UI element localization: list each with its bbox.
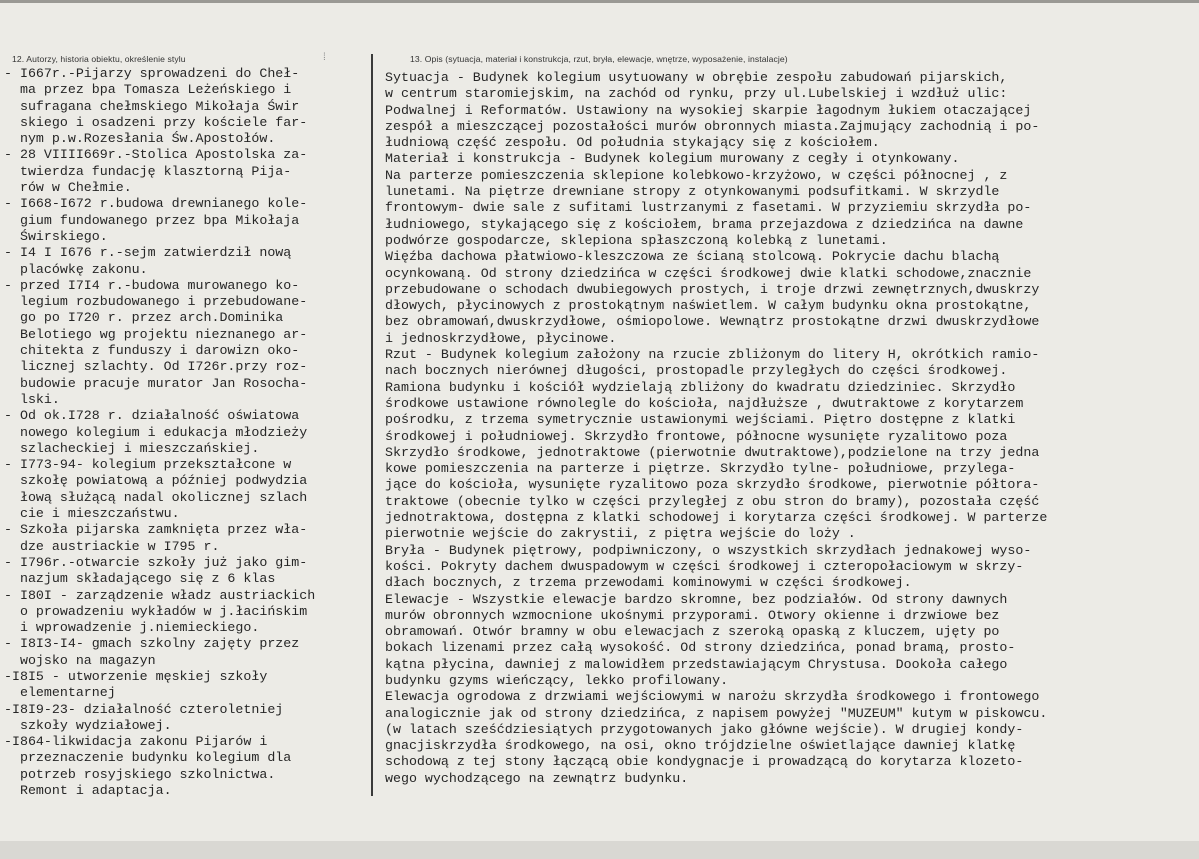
history-line: cie i mieszczaństwu. [4, 506, 180, 522]
history-line: gium fundowanego przez bpa Mikołaja [4, 212, 300, 228]
description-line: wego wychodzącego na zewnątrz budynku. [385, 770, 689, 786]
description-line: Więźba dachowa płatwiowo-kleszczowa ze ścianą stolcową. Pokrycie dachu blachą [385, 249, 1000, 265]
history-line: go po I720 r. przez arch.Dominika [4, 310, 284, 326]
description-line: w centrum staromiejskim, na zachód od rynku, przy ul.Lubelskiej i wzdłuż ulic: [385, 86, 1008, 102]
description-line: pierwotnie wejście do zakrystii, z piętra wejście do loży . [385, 526, 856, 542]
section-13-heading: 13. Opis (sytuacja, materiał i konstrukcja, rzut, bryła, elewacje, wnętrze, wyposażenie, instalacje) [410, 54, 788, 64]
description-line: kości. Pokryty dachem dwuspadowym w części środkowej i czteropołaciowym w skrzy- [385, 558, 1024, 574]
history-line: -I864-likwidacja zakonu Pijarów i [4, 734, 268, 750]
history-line: łową służącą nadal okolicznej szlach [4, 489, 308, 505]
description-column [385, 70, 1047, 787]
history-line: szkołę powiatową a później podwydzia [4, 473, 308, 489]
history-line: - I8I3-I4- gmach szkolny zajęty przez [4, 636, 300, 652]
description-line: jące do kościoła, wysunięte ryzalitowo poza skrzydło środkowe, pierwotnie półtora- [385, 477, 1040, 493]
description-line: gnacjiskrzydła środkowego, na osi, okno trójdzielne oświetlające dawniej klatkę [385, 738, 1016, 754]
description-line: Sytuacja - Budynek kolegium usytuowany w obrębie zespołu zabudowań pijarskich, [385, 70, 1008, 85]
description-line: dłowych, płycinowych z prostokątnym naświetlem. W całym budynku okna prostokątne, [385, 298, 1032, 314]
history-line: - I773-94- kolegium przekształcone w [4, 457, 292, 473]
description-line: kowe pomieszczenia na parterze i piętrze. Skrzydło tylne- południowe, przylega- [385, 461, 1016, 477]
description-line: lunetami. Na piętrze drewniane stropy z otynkowanymi podsufitkami. W skrzydle [385, 184, 1000, 200]
description-line: traktowe (obecnie tylko w części przyległej z obu stron do bramy), pozostała część [385, 493, 1040, 509]
history-line: ma przez bpa Tomasza Leżeńskiego i [4, 82, 292, 98]
description-line: Na parterze pomieszczenia sklepione kolebkowo-krzyżowo, w części północnej , z [385, 167, 1008, 183]
history-line: legium rozbudowanego i przebudowane- [4, 294, 308, 310]
description-line: frontowym- dwie sale z sufitami lustrzanymi z fasetami. W przyziemiu skrzydła po- [385, 200, 1032, 216]
history-line: - I667r.-Pijarzy sprowadzeni do Cheł- [4, 66, 300, 81]
history-line: elementarnej [4, 685, 116, 701]
description-line: analogicznie jak od strony dziedzińca, z napisem powyżej "MUZEUM" kutym w piskowcu. [385, 705, 1048, 721]
page-top-edge [0, 0, 1199, 3]
history-line: sufragana chełmskiego Mikołaja Świr [4, 98, 300, 114]
history-line: szkoły wydziałowej. [4, 717, 172, 733]
description-line: bez obramowań,dwuskrzydłowe, ośmiopolowe. Wewnątrz prostokątne drzwi dwuskrzydłowe [385, 314, 1040, 330]
description-line: nach bocznych nierównej długości, prostopadle przyległych do części środkowej. [385, 363, 1008, 379]
description-line: Rzut - Budynek kolegium założony na rzucie zbliżonym do litery H, okrótkich ramio- [385, 347, 1040, 363]
description-line: kątna płycina, dawniej z malowidłem przedstawiającym Chrystusa. Dookoła całego [385, 656, 1008, 672]
column-divider [371, 54, 373, 796]
history-line: Świrskiego. [4, 228, 108, 244]
description-line: Skrzydło środkowe, jednotraktowe (pierwotnie dwutraktowe),podzielone na trzy jedna [385, 444, 1040, 460]
history-line: lski. [4, 391, 60, 407]
history-line: budowie pracuje murator Jan Rosocha- [4, 375, 308, 391]
description-line: podwórze gospodarcze, sklepiona spłaszczoną kolebką z lunetami. [385, 232, 888, 248]
history-line: -I8I5 - utworzenie męskiej szkoły [4, 668, 268, 684]
history-line: - I80I - zarządzenie władz austriackich [4, 587, 316, 603]
history-line: nowego kolegium i edukacja młodzieży [4, 424, 308, 440]
description-line: Elewacje - Wszystkie elewacje bardzo skromne, bez podziałów. Od strony dawnych [385, 591, 1008, 607]
description-line: obramowań. Otwór bramny w obu elewacjach z szeroką opaską z kluczem, ujęty po [385, 624, 1000, 640]
history-line: - Szkoła pijarska zamknięta przez wła- [4, 522, 308, 538]
history-line: -I8I9-23- działalność czteroletniej [4, 701, 284, 717]
description-line: środkowe ustawione równolegle do kościoła, najdłuższe , dwutraktowe z korytarzem [385, 395, 1024, 411]
history-line: dze austriackie w I795 r. [4, 538, 220, 554]
section-12-heading: 12. Autorzy, historia obiektu, określenie stylu [12, 54, 186, 64]
description-line: dłach bocznych, z trzema przewodami kominowymi w części środkowej. [385, 575, 912, 591]
description-line: łudniowego, stykającego się z kościołem, brama przejazdowa z dziedzińca na dawne [385, 216, 1024, 232]
description-line: ocynkowaną. Od strony dziedzińca w części środkowej dwie klatki schodowe,znacznie [385, 265, 1032, 281]
history-line: Belotiego wg projektu nieznanego ar- [4, 326, 308, 342]
history-line: i wprowadzenie j.niemieckiego. [4, 620, 260, 636]
description-line: łudniową część zespołu. Od południa stykający się z kościołem. [385, 135, 880, 151]
history-line: skiego i osadzeni przy kościele far- [4, 114, 308, 130]
history-line: - przed I7I4 r.-budowa murowanego ko- [4, 277, 300, 293]
history-line: nazjum składającego się z 6 klas [4, 571, 276, 587]
description-line: Podwalnej i Reformatów. Ustawiony na wysokiej skarpie łagodnym łukiem otaczającej [385, 102, 1032, 118]
description-line: przebudowane o schodach dwubiegowych prostych, i troje drzwi zewnętrznych,dwuskrzy [385, 281, 1040, 297]
history-line: licznej szlachty. Od I726r.przy roz- [4, 359, 308, 375]
history-line: wojsko na magazyn [4, 652, 156, 668]
description-line: zespół a mieszczącej pozostałości murów obronnych miasta.Zajmujący zachodnią i po- [385, 118, 1040, 134]
description-line: murów obronnych wzmocnione ukośnymi przyporami. Otwory okienne i drzwiowe bez [385, 607, 1000, 623]
history-line: przeznaczenie budynku kolegium dla [4, 750, 292, 766]
description-line: Bryła - Budynek piętrowy, podpiwniczony, o wszystkich skrzydłach jednakowej wyso- [385, 542, 1032, 558]
history-line: szlacheckiej i mieszczańskiej. [4, 440, 260, 456]
history-line: Remont i adaptacja. [4, 783, 172, 799]
description-line: Materiał i konstrukcja - Budynek kolegium murowany z cegły i otynkowany. [385, 151, 960, 167]
description-line: (w latach sześćdziesiątych przygotowanych jako główne wejście). W drugiej kondy- [385, 721, 1024, 737]
description-line: Ramiona budynku i kościół wydzielają zbliżony do kwadratu dziedziniec. Skrzydło [385, 379, 1016, 395]
history-line: o prowadzeniu wykładów w j.łacińskim [4, 603, 308, 619]
history-line: rów w Chełmie. [4, 180, 132, 196]
description-line: schodową z tej stony łączącą obie kondygnacje i prowadzącą do korytarza klozeto- [385, 754, 1024, 770]
history-column [4, 66, 315, 799]
page-bottom-edge [0, 841, 1199, 859]
history-line: twierdza fundację klasztorną Pija- [4, 163, 292, 179]
description-line: bokach lizenami przez całą wysokość. Od strony dziedzińca, ponad bramą, prosto- [385, 640, 1016, 656]
description-line: jednotraktowa, dostępna z klatki schodowej i korytarza części środkowej. W parterze [385, 510, 1048, 526]
history-line: placówkę zakonu. [4, 261, 148, 277]
history-line: nym p.w.Rozesłania Św.Apostołów. [4, 131, 276, 147]
history-line: - Od ok.I728 r. działalność oświatowa [4, 408, 300, 424]
margin-mark: ⁞ [323, 52, 326, 63]
description-line: środkowej i południowej. Skrzydło frontowe, północne wysunięte ryzalitowo poza [385, 428, 1008, 444]
description-line: i jednoskrzydłowe, płycinowe. [385, 330, 617, 346]
history-line: - I4 I I676 r.-sejm zatwierdził nową [4, 245, 292, 261]
history-line: - I796r.-otwarcie szkoły już jako gim- [4, 554, 308, 570]
history-line: - I668-I672 r.budowa drewnianego kole- [4, 196, 308, 212]
description-line: pośrodku, z trzema symetrycznie ustawionymi wejściami. Piętro dostępne z klatki [385, 412, 1016, 428]
history-line: - 28 VIIII669r.-Stolica Apostolska za- [4, 147, 308, 163]
description-line: budynku gzyms wieńczący, lekko profilowany. [385, 672, 729, 688]
history-line: chitekta z funduszy i darowizn oko- [4, 343, 300, 359]
history-line: potrzeb rosyjskiego szkolnictwa. [4, 766, 276, 782]
description-line: Elewacja ogrodowa z drzwiami wejściowymi w narożu skrzydła środkowego i frontowego [385, 689, 1040, 705]
